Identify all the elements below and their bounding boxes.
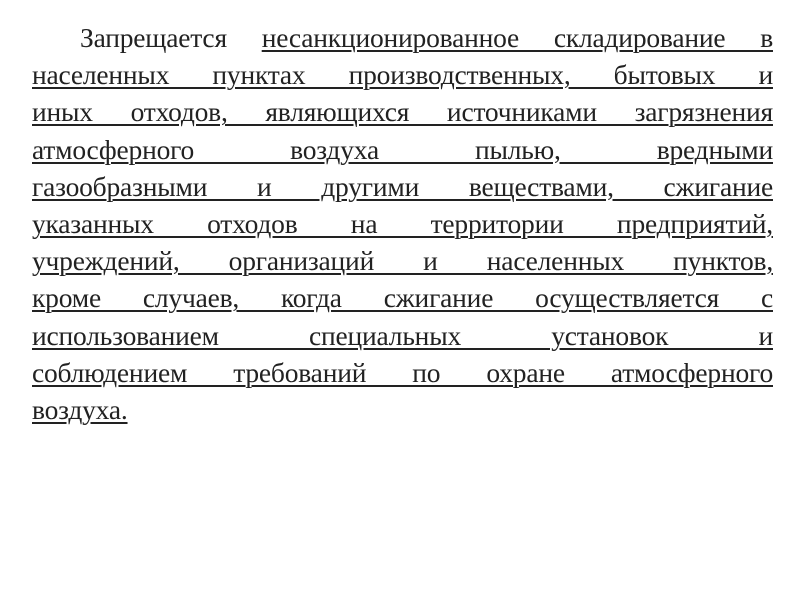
underlined-text: воздуха. [32, 393, 128, 425]
paragraph-line-3 [32, 93, 773, 130]
paragraph-line-9 [32, 317, 773, 354]
paragraph-line-1 [32, 19, 773, 56]
paragraph-line-6 [32, 205, 773, 242]
paragraph-line-7 [32, 242, 773, 279]
underlined-text: учреждений, организаций и населенных пунктов, [32, 245, 773, 277]
underlined-text: указанных отходов на территории предприятий, [32, 207, 773, 239]
underlined-text: газообразными и другими веществами, сжигание [32, 170, 773, 202]
paragraph-line-4 [32, 131, 773, 168]
paragraph-line-8 [32, 279, 773, 316]
paragraph-line-11 [32, 391, 773, 428]
paragraph-line-5 [32, 168, 773, 205]
underlined-text: использованием специальных установок и [32, 319, 773, 351]
underlined-text: иных отходов, являющихся источниками загрязнения [32, 96, 773, 128]
underlined-text: населенных пунктах производственных, бытовых и [32, 59, 773, 91]
paragraph-line-10 [32, 354, 773, 391]
underlined-text: кроме случаев, когда сжигание осуществляется с [32, 282, 773, 314]
body-paragraph [32, 19, 773, 428]
underlined-text: атмосферного воздуха пылью, вредными [32, 133, 773, 165]
underlined-text: несанкционированное складирование в [261, 22, 773, 53]
line-plain-text: Запрещается [80, 22, 262, 53]
paragraph-line-2 [32, 56, 773, 93]
underlined-text: соблюдением требований по охране атмосферного [32, 356, 773, 388]
